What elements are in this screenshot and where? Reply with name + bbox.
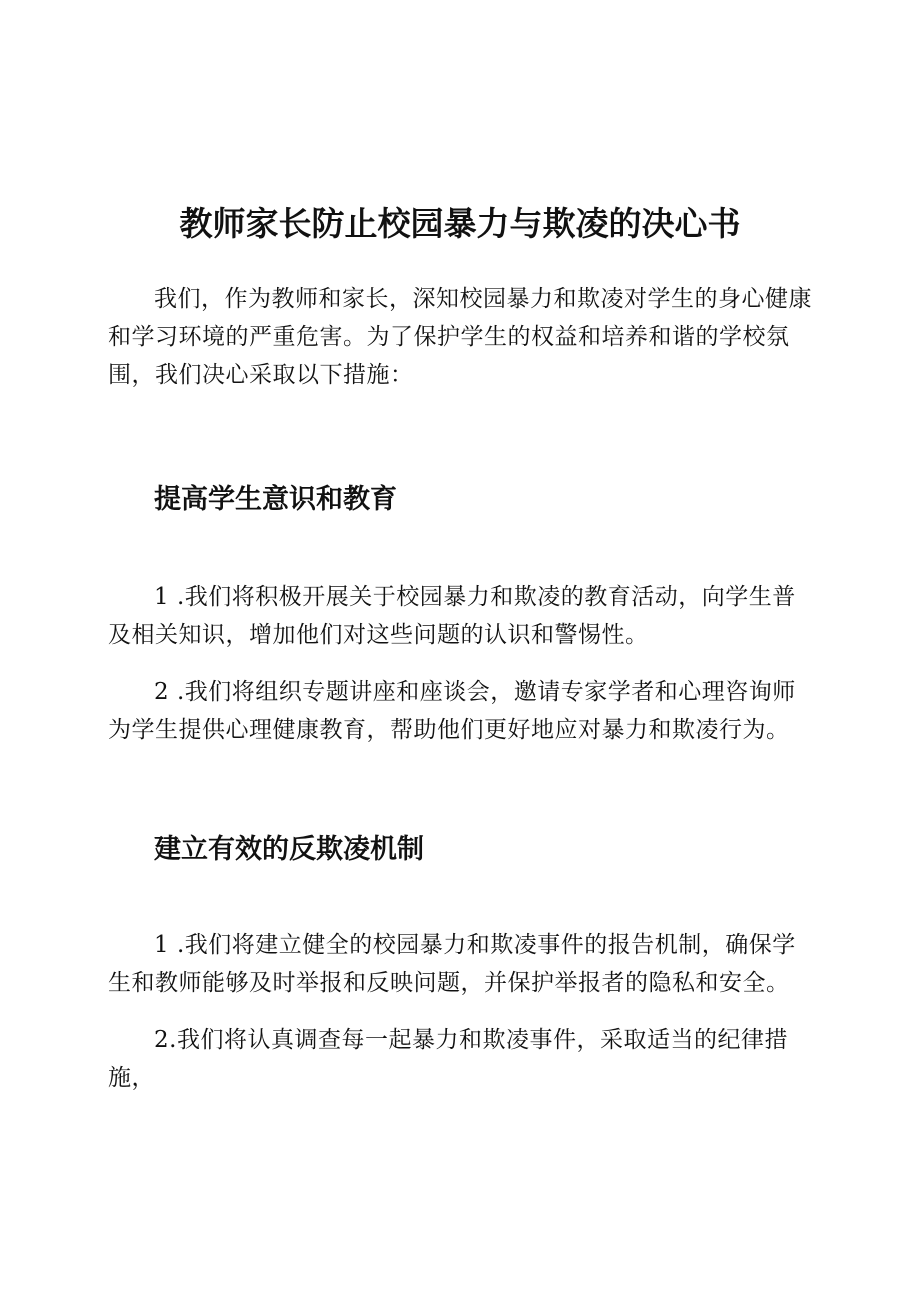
intro-paragraph: 我们，作为教师和家长，深知校园暴力和欺凌对学生的身心健康和学习环境的严重危害。为了保护学生的权益和培养和谐的学校氛围，我们决心采取以下措施： xyxy=(108,286,812,388)
document-title: 教师家长防止校园暴力与欺凌的决心书 xyxy=(179,204,741,244)
section-heading-awareness: 提高学生意识和教育 xyxy=(154,484,397,515)
section-1-item-1: 1 .我们将积极开展关于校园暴力和欺凌的教育活动，向学生普及相关知识，增加他们对这些问题的认识和警惕性。 xyxy=(108,584,796,648)
section-2-item-2: 2.我们将认真调查每一起暴力和欺凌事件，采取适当的纪律措施， xyxy=(108,1027,788,1091)
section-2-item-1: 1 .我们将建立健全的校园暴力和欺凌事件的报告机制，确保学生和教师能够及时举报和反映问题，并保护举报者的隐私和安全。 xyxy=(108,932,796,996)
section-1-item-2: 2 .我们将组织专题讲座和座谈会，邀请专家学者和心理咨询师为学生提供心理健康教育，帮助他们更好地应对暴力和欺凌行为。 xyxy=(108,679,796,743)
section-heading-mechanism: 建立有效的反欺凌机制 xyxy=(154,834,424,865)
